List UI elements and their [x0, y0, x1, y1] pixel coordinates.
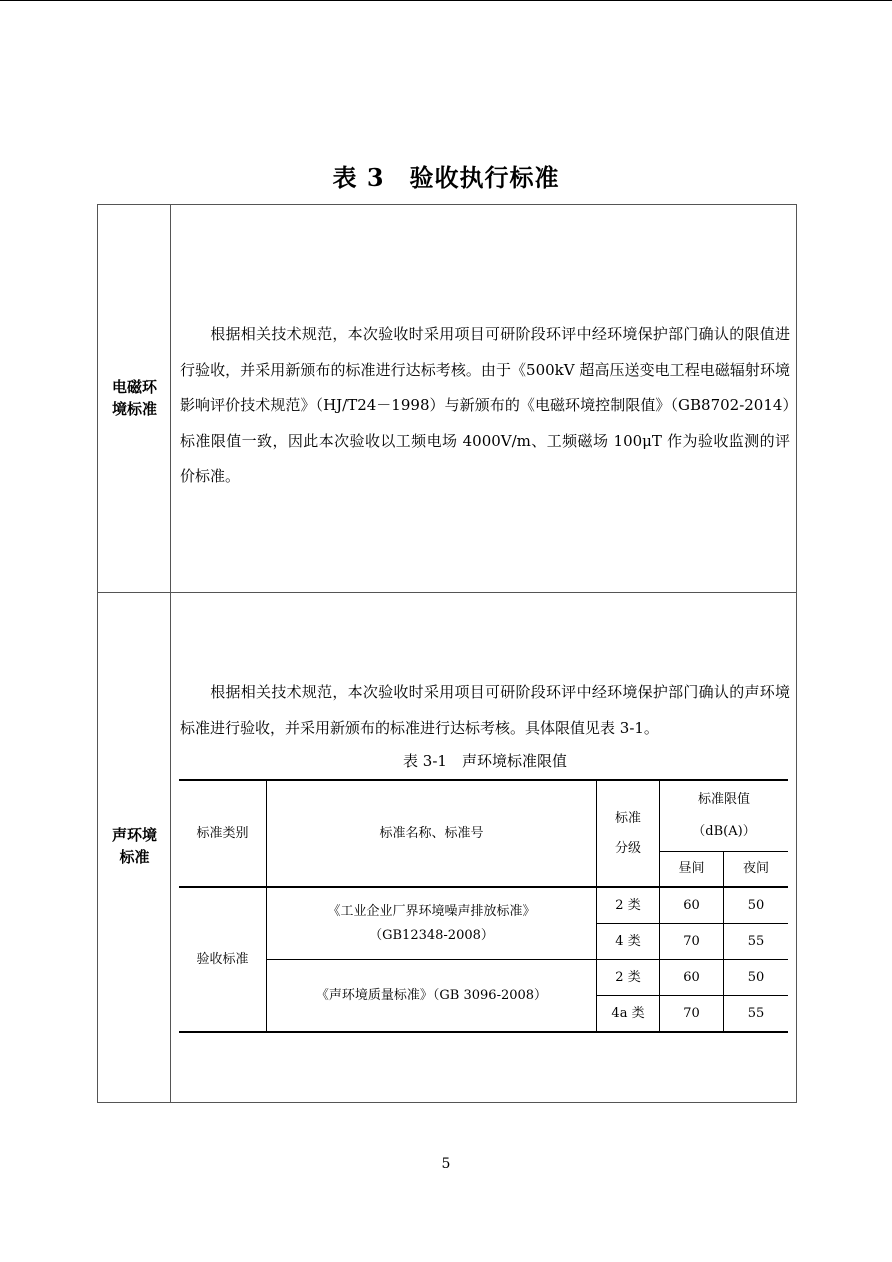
header-limit: 标准限值 （dB(A)） — [692, 792, 756, 839]
grade-cell: 2 类 — [615, 897, 641, 913]
label-column — [98, 205, 171, 1102]
day-limit-cell: 60 — [683, 969, 700, 985]
standard-name-cell: 《工业企业厂界环境噪声排放标准》 （GB12348-2008） — [327, 903, 536, 943]
header-category: 标准类别 — [196, 825, 249, 841]
noise-table-caption: 表 3-1 声环境标准限值 — [403, 752, 567, 770]
row-divider — [98, 592, 796, 593]
page-number: 5 — [441, 1156, 451, 1172]
header-day: 昼间 — [678, 861, 705, 876]
em-standard-label: 电磁环 境标准 — [111, 378, 157, 418]
em-standard-paragraph: 根据相关技术规范，本次验收时采用项目可研阶段环评中经环境保护部门确认的限值进行验收，并采用新颁布的标准进行达标考核。由于《500kV 超高压送变电工程电磁辐射环境影响评价技术规范》（HJ/T24－1998）与新颁布的《电磁环境控制限值》（GB8702-2014）标准限值一致，因此本次验收以工频电场 4000V/m、工频磁场 100μT 作为验收监测的评价标准。 — [180, 325, 790, 485]
night-limit-cell: 50 — [747, 897, 765, 913]
top-border-line — [0, 0, 892, 1]
grade-cell: 4a 类 — [611, 1005, 645, 1021]
grade-cell: 2 类 — [615, 969, 641, 985]
grade-cell: 4 类 — [615, 933, 641, 949]
header-standard-name: 标准名称、标准号 — [379, 825, 484, 841]
table-bottom-rule — [179, 1031, 788, 1033]
standards-table — [97, 204, 797, 1103]
day-limit-cell: 70 — [683, 1005, 700, 1021]
page-title: 表 3 验收执行标准 — [332, 163, 560, 192]
night-limit-cell: 50 — [747, 969, 765, 985]
noise-limits-table — [179, 779, 788, 1034]
category-value: 验收标准 — [196, 951, 249, 967]
day-limit-cell: 70 — [683, 933, 700, 949]
night-limit-cell: 55 — [747, 933, 765, 949]
standard-name-cell: 《声环境质量标准》（GB 3096-2008） — [315, 987, 548, 1003]
header-grade: 标准 分级 — [614, 810, 641, 856]
noise-standard-label: 声环境 标准 — [111, 826, 157, 866]
header-night: 夜间 — [742, 861, 769, 876]
day-limit-cell: 60 — [683, 897, 700, 913]
night-limit-cell: 55 — [747, 1005, 765, 1021]
noise-standard-paragraph: 根据相关技术规范，本次验收时采用项目可研阶段环评中经环境保护部门确认的声环境标准进行验收，并采用新颁布的标准进行达标考核。具体限值见表 3-1。 — [180, 683, 790, 737]
